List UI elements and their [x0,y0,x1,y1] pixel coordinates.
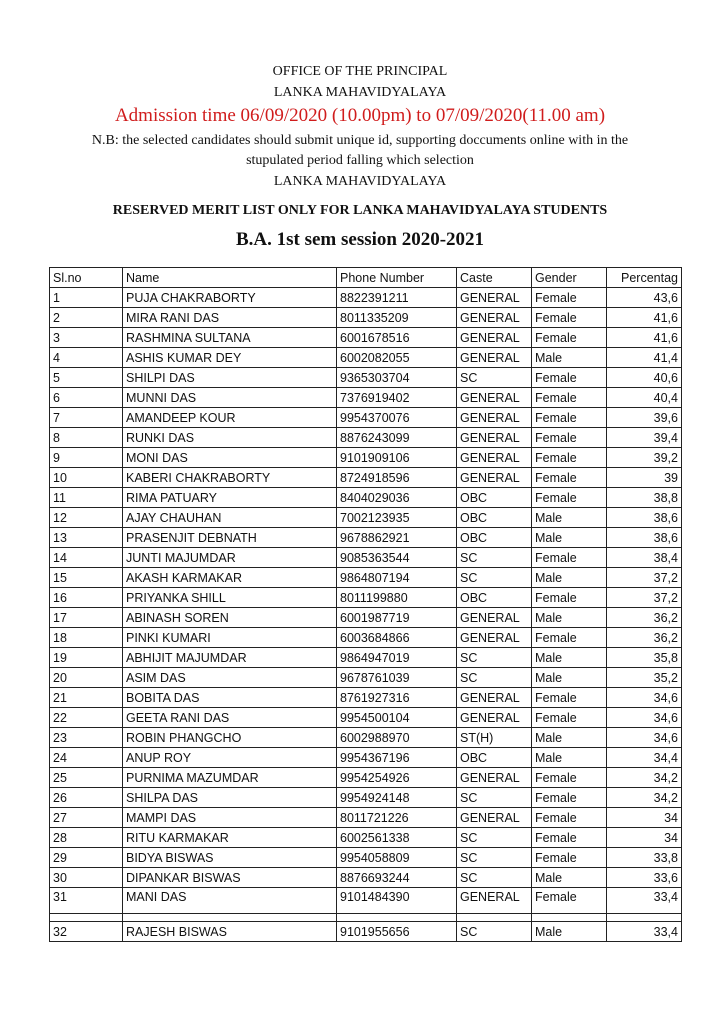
college-name-repeat: LANKA MAHAVIDYALAYA [273,174,447,189]
cell-phone: 9365303704 [337,368,457,388]
cell-phone: 8724918596 [337,468,457,488]
cell-phone: 8011199880 [337,588,457,608]
cell-gender: Male [532,748,607,768]
cell-caste: SC [457,568,532,588]
table-row [50,528,682,548]
cell-name: BOBITA DAS [123,688,337,708]
table-row [50,628,682,648]
cell-gender: Male [532,668,607,688]
cell-sl-no: 27 [50,808,123,828]
cell-percentage: 34,6 [607,708,682,728]
cell-name: RUNKI DAS [123,428,337,448]
cell-percentage: 41,6 [607,308,682,328]
cell-gender: Female [532,768,607,788]
cell-sl-no: 30 [50,868,123,888]
table-row [50,668,682,688]
cell-phone: 8761927316 [337,688,457,708]
column-header: Name [123,268,337,288]
cell-sl-no: 1 [50,288,123,308]
spacer-cell [457,914,532,922]
cell-percentage: 41,6 [607,328,682,348]
cell-sl-no: 4 [50,348,123,368]
cell-percentage: 40,4 [607,388,682,408]
spacer-cell [50,914,123,922]
cell-phone: 8404029036 [337,488,457,508]
cell-phone: 6001678516 [337,328,457,348]
table-row [50,808,682,828]
cell-sl-no: 31 [50,888,123,914]
cell-gender: Male [532,608,607,628]
table-row [50,708,682,728]
cell-name: ABHIJIT MAJUMDAR [123,648,337,668]
cell-name: MAMPI DAS [123,808,337,828]
cell-sl-no: 19 [50,648,123,668]
table-row [50,548,682,568]
cell-percentage: 36,2 [607,628,682,648]
cell-caste: SC [457,868,532,888]
cell-name: GEETA RANI DAS [123,708,337,728]
cell-percentage: 34 [607,828,682,848]
cell-gender: Female [532,428,607,448]
cell-name: RAJESH BISWAS [123,922,337,942]
cell-phone: 9954500104 [337,708,457,728]
cell-caste: ST(H) [457,728,532,748]
cell-caste: GENERAL [457,708,532,728]
cell-name: ANUP ROY [123,748,337,768]
cell-phone: 8876243099 [337,428,457,448]
cell-sl-no: 18 [50,628,123,648]
cell-caste: GENERAL [457,608,532,628]
table-row [50,748,682,768]
table-header-row [50,268,682,288]
cell-name: PRIYANKA SHILL [123,588,337,608]
cell-caste: SC [457,922,532,942]
table-row [50,788,682,808]
cell-phone: 8876693244 [337,868,457,888]
cell-gender: Female [532,328,607,348]
cell-sl-no: 11 [50,488,123,508]
cell-sl-no: 12 [50,508,123,528]
cell-sl-no: 29 [50,848,123,868]
cell-phone: 7376919402 [337,388,457,408]
cell-gender: Female [532,448,607,468]
cell-sl-no: 21 [50,688,123,708]
cell-percentage: 38,6 [607,528,682,548]
table-row [50,348,682,368]
table-row [50,648,682,668]
cell-percentage: 38,6 [607,508,682,528]
table-row [50,768,682,788]
cell-gender: Male [532,922,607,942]
cell-caste: SC [457,848,532,868]
cell-phone: 7002123935 [337,508,457,528]
cell-name: SHILPI DAS [123,368,337,388]
cell-sl-no: 32 [50,922,123,942]
cell-caste: GENERAL [457,768,532,788]
cell-sl-no: 6 [50,388,123,408]
cell-phone: 8011335209 [337,308,457,328]
cell-gender: Female [532,828,607,848]
cell-phone: 6001987719 [337,608,457,628]
cell-gender: Female [532,408,607,428]
table-row [50,388,682,408]
cell-sl-no: 13 [50,528,123,548]
table-row [50,448,682,468]
cell-name: PRASENJIT DEBNATH [123,528,337,548]
cell-name: RIMA PATUARY [123,488,337,508]
cell-caste: GENERAL [457,888,532,914]
table-row [50,428,682,448]
cell-name: MANI DAS [123,888,337,914]
cell-percentage: 41,4 [607,348,682,368]
cell-gender: Male [532,868,607,888]
cell-percentage: 34,2 [607,788,682,808]
cell-phone: 9954924148 [337,788,457,808]
cell-percentage: 38,8 [607,488,682,508]
table-row [50,508,682,528]
cell-name: MUNNI DAS [123,388,337,408]
cell-gender: Female [532,308,607,328]
cell-phone: 8822391211 [337,288,457,308]
cell-sl-no: 7 [50,408,123,428]
cell-caste: SC [457,368,532,388]
cell-phone: 9954367196 [337,748,457,768]
cell-name: KABERI CHAKRABORTY [123,468,337,488]
cell-gender: Female [532,688,607,708]
cell-phone: 9864807194 [337,568,457,588]
cell-gender: Female [532,708,607,728]
cell-sl-no: 10 [50,468,123,488]
cell-phone: 9101484390 [337,888,457,914]
note-line-2: stupulated period falling which selection [246,153,474,168]
cell-percentage: 34,6 [607,728,682,748]
cell-phone: 9954370076 [337,408,457,428]
cell-caste: GENERAL [457,408,532,428]
cell-sl-no: 20 [50,668,123,688]
table-row [50,728,682,748]
cell-sl-no: 15 [50,568,123,588]
cell-caste: GENERAL [457,328,532,348]
cell-name: MIRA RANI DAS [123,308,337,328]
cell-sl-no: 28 [50,828,123,848]
cell-phone: 9954254926 [337,768,457,788]
cell-caste: OBC [457,488,532,508]
cell-caste: GENERAL [457,628,532,648]
cell-gender: Female [532,548,607,568]
table-row [50,922,682,942]
cell-sl-no: 23 [50,728,123,748]
column-header: Gender [532,268,607,288]
table-row [50,468,682,488]
table-row [50,288,682,308]
reserved-list-title: RESERVED MERIT LIST ONLY FOR LANKA MAHAVIDYALAYA STUDENTS [112,203,608,218]
spacer-row [50,914,682,922]
cell-sl-no: 16 [50,588,123,608]
cell-name: AJAY CHAUHAN [123,508,337,528]
cell-phone: 6002988970 [337,728,457,748]
cell-gender: Male [532,568,607,588]
column-header: Caste [457,268,532,288]
cell-gender: Female [532,788,607,808]
cell-sl-no: 25 [50,768,123,788]
table-row [50,688,682,708]
cell-phone: 9678862921 [337,528,457,548]
cell-percentage: 36,2 [607,608,682,628]
cell-name: ASIM DAS [123,668,337,688]
cell-gender: Male [532,528,607,548]
cell-percentage: 35,8 [607,648,682,668]
cell-gender: Female [532,388,607,408]
spacer-cell [123,914,337,922]
spacer-cell [337,914,457,922]
cell-phone: 9864947019 [337,648,457,668]
cell-sl-no: 9 [50,448,123,468]
cell-name: PINKI KUMARI [123,628,337,648]
cell-caste: GENERAL [457,428,532,448]
cell-percentage: 39 [607,468,682,488]
cell-caste: SC [457,668,532,688]
cell-caste: OBC [457,588,532,608]
cell-percentage: 37,2 [607,568,682,588]
cell-name: DIPANKAR BISWAS [123,868,337,888]
cell-phone: 9954058809 [337,848,457,868]
cell-caste: SC [457,828,532,848]
cell-caste: GENERAL [457,468,532,488]
cell-percentage: 34,4 [607,748,682,768]
cell-caste: GENERAL [457,308,532,328]
cell-percentage: 39,4 [607,428,682,448]
cell-caste: GENERAL [457,288,532,308]
cell-name: BIDYA BISWAS [123,848,337,868]
spacer-cell [532,914,607,922]
cell-phone: 9085363544 [337,548,457,568]
table-row [50,408,682,428]
cell-sl-no: 2 [50,308,123,328]
column-header: Phone Number [337,268,457,288]
column-header: Percentag [607,268,682,288]
cell-phone: 9678761039 [337,668,457,688]
cell-gender: Female [532,368,607,388]
cell-name: AMANDEEP KOUR [123,408,337,428]
cell-percentage: 40,6 [607,368,682,388]
cell-caste: SC [457,788,532,808]
cell-percentage: 43,6 [607,288,682,308]
cell-name: AKASH KARMAKAR [123,568,337,588]
cell-caste: OBC [457,748,532,768]
merit-list-table [49,267,682,942]
table-row [50,488,682,508]
cell-phone: 8011721226 [337,808,457,828]
cell-name: ASHIS KUMAR DEY [123,348,337,368]
office-heading: OFFICE OF THE PRINCIPAL [272,64,448,79]
admission-time: Admission time 06/09/2020 (10.00pm) to 07/09/2020(11.00 am) [114,105,606,126]
cell-percentage: 34 [607,808,682,828]
cell-sl-no: 5 [50,368,123,388]
cell-name: ABINASH SOREN [123,608,337,628]
cell-percentage: 38,4 [607,548,682,568]
cell-caste: GENERAL [457,388,532,408]
cell-gender: Female [532,628,607,648]
cell-phone: 6002561338 [337,828,457,848]
cell-sl-no: 8 [50,428,123,448]
cell-percentage: 33,4 [607,922,682,942]
cell-name: SHILPA DAS [123,788,337,808]
cell-gender: Female [532,888,607,914]
cell-name: ROBIN PHANGCHO [123,728,337,748]
cell-percentage: 33,6 [607,868,682,888]
cell-gender: Male [532,728,607,748]
cell-sl-no: 17 [50,608,123,628]
table-row [50,588,682,608]
cell-sl-no: 14 [50,548,123,568]
cell-percentage: 34,2 [607,768,682,788]
cell-gender: Female [532,288,607,308]
cell-name: JUNTI MAJUMDAR [123,548,337,568]
cell-percentage: 34,6 [607,688,682,708]
cell-caste: GENERAL [457,448,532,468]
cell-name: MONI DAS [123,448,337,468]
cell-sl-no: 3 [50,328,123,348]
cell-gender: Female [532,488,607,508]
session-title: B.A. 1st sem session 2020-2021 [235,229,485,250]
cell-name: RITU KARMAKAR [123,828,337,848]
table-row [50,608,682,628]
cell-phone: 6003684866 [337,628,457,648]
cell-phone: 6002082055 [337,348,457,368]
table-row [50,888,682,914]
cell-percentage: 33,4 [607,888,682,914]
cell-gender: Female [532,848,607,868]
table-row [50,868,682,888]
column-header: Sl.no [50,268,123,288]
cell-caste: SC [457,548,532,568]
cell-gender: Female [532,588,607,608]
cell-gender: Male [532,348,607,368]
cell-name: RASHMINA SULTANA [123,328,337,348]
table-row [50,848,682,868]
table-row [50,308,682,328]
cell-caste: SC [457,648,532,668]
cell-caste: GENERAL [457,688,532,708]
cell-sl-no: 26 [50,788,123,808]
note-line-1: N.B: the selected candidates should submit unique id, supporting doccuments online with in the [91,133,629,148]
cell-gender: Male [532,648,607,668]
cell-caste: OBC [457,508,532,528]
cell-gender: Male [532,508,607,528]
table-row [50,328,682,348]
table-row [50,828,682,848]
college-name: LANKA MAHAVIDYALAYA [273,85,447,100]
cell-percentage: 33,8 [607,848,682,868]
cell-sl-no: 22 [50,708,123,728]
cell-caste: OBC [457,528,532,548]
cell-caste: GENERAL [457,348,532,368]
cell-gender: Female [532,468,607,488]
cell-name: PUJA CHAKRABORTY [123,288,337,308]
cell-sl-no: 24 [50,748,123,768]
cell-percentage: 39,2 [607,448,682,468]
cell-percentage: 37,2 [607,588,682,608]
cell-gender: Female [532,808,607,828]
table-row [50,568,682,588]
cell-percentage: 39,6 [607,408,682,428]
cell-percentage: 35,2 [607,668,682,688]
spacer-cell [607,914,682,922]
table-row [50,368,682,388]
cell-caste: GENERAL [457,808,532,828]
cell-name: PURNIMA MAZUMDAR [123,768,337,788]
cell-phone: 9101955656 [337,922,457,942]
cell-phone: 9101909106 [337,448,457,468]
